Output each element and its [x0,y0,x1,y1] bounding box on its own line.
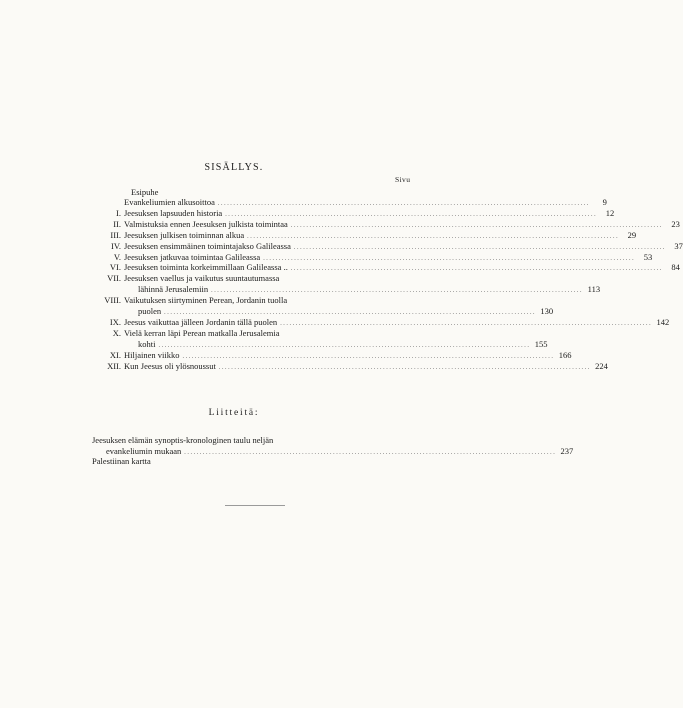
toc-entry-title: Vaikutuksen siirtyminen Perean, Jordanin tuolla [124,295,288,306]
toc-page-number: 23 [671,218,680,229]
toc-entry-number: XI. [109,349,121,360]
toc-entry-number: VIII. [104,295,121,306]
toc-entry-number: III. [110,229,121,240]
toc-entry [104,295,402,306]
toc-entry-title: Evankeliumien alkusoittoa [124,197,215,207]
appendix-heading: Liitteitä: [208,408,260,418]
toc-entry [113,251,653,263]
toc-page-number: 84 [671,262,680,273]
dot-leader: ........................................................................................................................ [182,353,555,360]
dot-leader: ........................................................................................................................ [164,310,537,316]
toc-entry-title: Jeesuksen vaellus ja vaikutus suuntautumassa [124,273,280,284]
dot-leader: ........................................................................................................................ [290,266,663,273]
dot-leader: ........................................................................................................................ [247,233,620,240]
toc-entry-number: VI. [109,262,121,273]
dot-leader: ........................................................................................................................ [217,201,590,207]
toc-entry-title: Jeesuksen toiminta korkeimmillaan Galileassa .. [124,262,288,273]
toc-entry [116,207,615,219]
toc-page-number: 237 [560,445,574,456]
toc-entry-title: Vielä kerran läpi Perean matkalla Jerusalemia [124,327,280,338]
toc-entry [112,327,402,339]
toc-entry-title: puolen [138,306,162,316]
appendix-entry [92,456,400,467]
toc-entry-number: V. [113,251,121,262]
toc-entry-title: Jeesuksen elämän synoptis-kronologinen taulu neljän [92,435,274,445]
toc-entry [124,197,607,208]
dot-leader: ........................................................................................................................ [218,364,591,371]
toc-entry [109,316,670,328]
toc-page-number: 37 [674,240,683,251]
toc-entry-title: Palestiinan kartta [92,456,151,467]
toc-entry [107,273,402,284]
toc-entry-number: IX. [109,316,121,327]
toc-page-number: 113 [587,284,601,295]
toc-entry [111,240,683,252]
toc-page-number: 224 [595,360,608,371]
dot-leader: ........................................................................................................................ [184,449,557,456]
toc-page-number: 29 [627,229,637,240]
toc-entry-number: VII. [107,273,121,284]
page-title: SISÄLLYS. [204,162,264,173]
toc-entry-title: Jeesuksen lapsuuden historia [124,207,223,218]
toc-entry-number: II. [113,218,121,229]
toc-page-number: 142 [656,316,670,327]
toc-entry-number: IV. [111,240,121,251]
toc-entry-title: evankeliumin mukaan [106,445,182,456]
toc-esipuhe: Esipuhe [131,187,159,197]
toc-entry [138,306,554,317]
dot-leader: ........................................................................................................................ [290,222,663,229]
toc-entry-title: Jeesus vaikuttaa jälleen Jordanin tällä puolen [124,316,278,327]
toc-entry [109,349,572,361]
toc-entry-title: Jeesuksen ensimmäinen toimintajakso Galileassa [124,240,291,251]
toc-entry [138,338,548,350]
dot-leader: ........................................................................................................................ [280,320,653,327]
toc-page-number: 12 [605,207,615,218]
toc-entry-number: X. [112,327,121,338]
divider [225,505,285,506]
toc-page-number: 9 [602,197,607,207]
toc-entry [110,229,637,241]
toc-entry-title: Hiljainen viikko [124,349,180,360]
toc-entry-title: kohti [138,338,156,349]
toc-entry [107,360,608,372]
dot-leader: ........................................................................................................................ [158,342,531,349]
page-column-label: Sivu [395,175,411,184]
toc-entry [113,218,680,230]
appendix-entry [92,435,400,446]
toc-entry-number: I. [116,207,121,218]
toc-entry [138,284,601,295]
toc-page-number: 53 [643,251,653,262]
toc-entry [109,262,680,273]
toc-entry-title: Valmistuksia ennen Jeesuksen julkista toimintaa [124,218,288,229]
toc-page-number: 155 [534,338,548,349]
appendix-entry [106,445,574,457]
toc-page-number: 130 [540,306,554,316]
toc-entry-title: Jeesuksen jatkuvaa toimintaa Galileassa [124,251,261,262]
toc-page-number: 166 [558,349,572,360]
dot-leader: ........................................................................................................................ [293,244,666,251]
dot-leader: ........................................................................................................................ [263,255,636,262]
toc-entry-title: lähinnä Jerusalemiin [138,284,209,295]
toc-entry-title: Kun Jeesus oli ylösnoussut [124,360,216,371]
toc-entry-number: XII. [107,360,121,371]
dot-leader: ........................................................................................................................ [211,288,584,295]
dot-leader: ........................................................................................................................ [225,211,598,218]
toc-entry-title: Jeesuksen julkisen toiminnan alkua [124,229,245,240]
